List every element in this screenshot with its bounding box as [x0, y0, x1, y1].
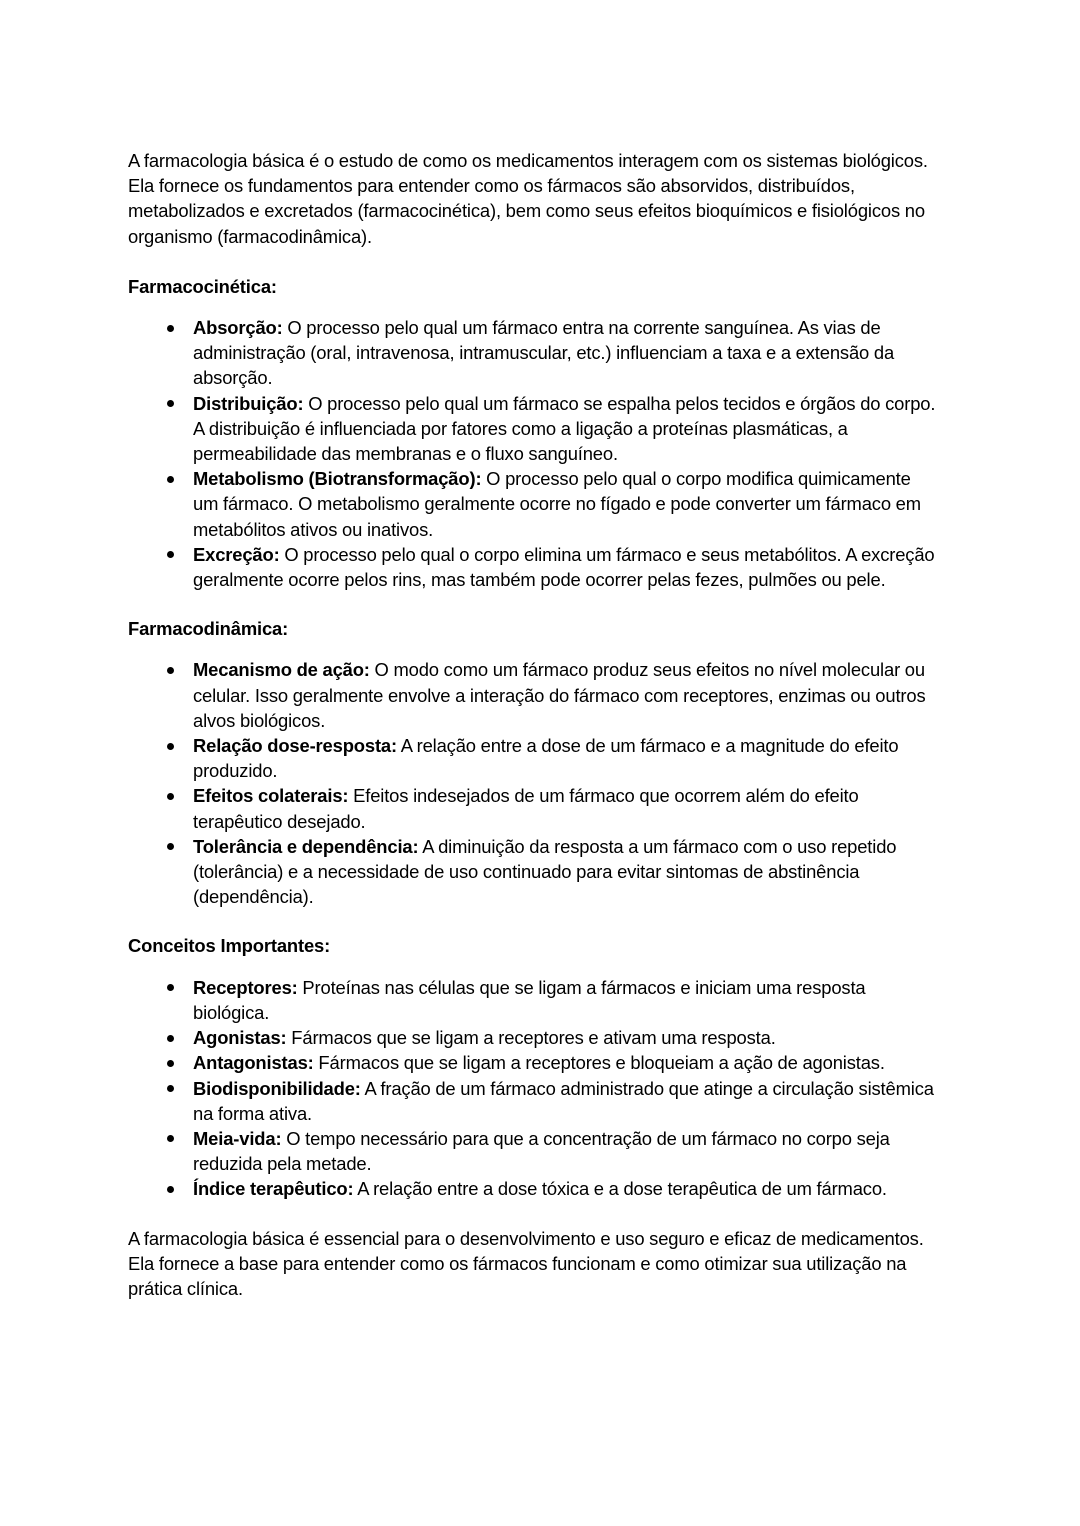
list-item — [128, 1176, 938, 1201]
list-item — [128, 657, 938, 733]
list-item-description: A fração de um fármaco administrado que atinge a circulação sistêmica na forma ativa. — [193, 1077, 934, 1124]
list-item-term: Agonistas: — [193, 1027, 287, 1049]
intro-paragraph: A farmacologia básica é o estudo de como os medicamentos interagem com os sistemas biológicos. Ela fornece os fundamentos para entender como os fármacos são absorvidos, distribuídos, metabolizados e excretados (farmacocinética), bem como seus efeitos bioquímicos e fisiológicos no organismo (farmacodinâmica). — [128, 150, 928, 247]
bullet-list-farmacocinetica — [128, 315, 938, 592]
list-item — [128, 1025, 938, 1050]
list-item-term: Tolerância e dependência: — [193, 835, 419, 857]
bullet-dot-icon — [167, 984, 174, 991]
list-item — [128, 542, 938, 592]
section-heading-conceitos-importantes: Conceitos Importantes: — [128, 935, 331, 957]
bullet-dot-icon — [167, 843, 174, 850]
bullet-dot-icon — [167, 1186, 174, 1193]
list-item-description: O processo pelo qual o corpo elimina um fármaco e seus metabólitos. A excreção geralmente ocorre pelos rins, mas também pode ocorrer pelas fezes, pulmões ou pele. — [193, 543, 935, 591]
bullet-dot-icon — [167, 743, 174, 750]
bullet-dot-icon — [167, 400, 174, 407]
closing-paragraph: A farmacologia básica é essencial para o desenvolvimento e uso seguro e eficaz de medicamentos. Ela fornece a base para entender como os fármacos funcionam e como otimizar sua utilização na prática clínica. — [128, 1227, 924, 1299]
list-item-term: Antagonistas: — [193, 1052, 314, 1074]
list-item-term: Receptores: — [193, 976, 298, 998]
list-item-description: A relação entre a dose de um fármaco e a magnitude do efeito produzido. — [193, 735, 899, 782]
section-heading-farmacodinamica: Farmacodinâmica: — [128, 618, 289, 640]
bullet-dot-icon — [167, 1060, 174, 1067]
list-item-description: O tempo necessário para que a concentração de um fármaco no corpo seja reduzida pela metade. — [193, 1127, 890, 1175]
bullet-list-farmacodinamica — [128, 657, 938, 909]
bullet-list-conceitos-importantes — [128, 975, 938, 1202]
section-heading-farmacocinetica: Farmacocinética: — [128, 275, 277, 297]
list-item-term: Efeitos colaterais: — [193, 785, 349, 807]
list-item-description: Fármacos que se ligam a receptores e bloqueiam a ação de agonistas. — [313, 1052, 885, 1074]
bullet-dot-icon — [167, 551, 174, 558]
list-item — [128, 975, 938, 1025]
list-item-description: O modo como um fármaco produz seus efeitos no nível molecular ou celular. Isso geralmente envolve a interação do fármaco com receptores, enzimas ou outros alvos biológicos. — [193, 659, 926, 731]
list-item — [128, 466, 938, 542]
list-item-term: Distribuição: — [193, 392, 304, 414]
list-item — [128, 1126, 938, 1176]
list-item-term: Metabolismo (Biotransformação): — [193, 468, 482, 490]
list-item-term: Biodisponibilidade: — [193, 1077, 361, 1099]
list-item — [128, 1050, 938, 1075]
list-item — [128, 315, 938, 391]
list-item-description: Fármacos que se ligam a receptores e ativam uma resposta. — [286, 1027, 776, 1049]
list-item-description: O processo pelo qual um fármaco se espalha pelos tecidos e órgãos do corpo. A distribuição é influenciada por fatores como a ligação a proteínas plasmáticas, a permeabilidade das membranas e o fluxo sanguíneo. — [193, 392, 936, 465]
bullet-dot-icon — [167, 1135, 174, 1142]
bullet-dot-icon — [167, 1085, 174, 1092]
document-body — [128, 148, 938, 1301]
bullet-dot-icon — [167, 667, 174, 674]
bullet-dot-icon — [167, 793, 174, 800]
bullet-dot-icon — [167, 325, 174, 332]
list-item-description: Efeitos indesejados de um fármaco que ocorrem além do efeito terapêutico desejado. — [193, 785, 859, 832]
list-item-term: Absorção: — [193, 317, 283, 339]
list-item-description: O processo pelo qual o corpo modifica quimicamente um fármaco. O metabolismo geralmente ocorre no fígado e pode converter um fármaco em metabólitos ativos ou inativos. — [193, 468, 921, 540]
list-item-description: A relação entre a dose tóxica e a dose terapêutica de um fármaco. — [353, 1178, 887, 1200]
list-item-term: Relação dose-resposta: — [193, 735, 397, 757]
list-item-term: Excreção: — [193, 543, 280, 565]
list-item — [128, 783, 938, 833]
list-item — [128, 1076, 938, 1126]
bullet-dot-icon — [167, 1035, 174, 1042]
list-item-description: O processo pelo qual um fármaco entra na corrente sanguínea. As vias de administração (oral, intravenosa, intramuscular, etc.) influenciam a taxa e a extensão da absorção. — [193, 317, 895, 389]
list-item — [128, 834, 938, 910]
list-item — [128, 733, 938, 783]
list-item-term: Meia-vida: — [193, 1127, 282, 1149]
list-item-term: Mecanismo de ação: — [193, 659, 370, 681]
list-item-description: A diminuição da resposta a um fármaco com o uso repetido (tolerância) e a necessidade de uso continuado para evitar sintomas de abstinência (dependência). — [193, 835, 897, 908]
list-item — [128, 391, 938, 467]
list-item-description: Proteínas nas células que se ligam a fármacos e iniciam uma resposta biológica. — [193, 976, 866, 1023]
list-item-term: Índice terapêutico: — [193, 1178, 354, 1200]
bullet-dot-icon — [167, 476, 174, 483]
